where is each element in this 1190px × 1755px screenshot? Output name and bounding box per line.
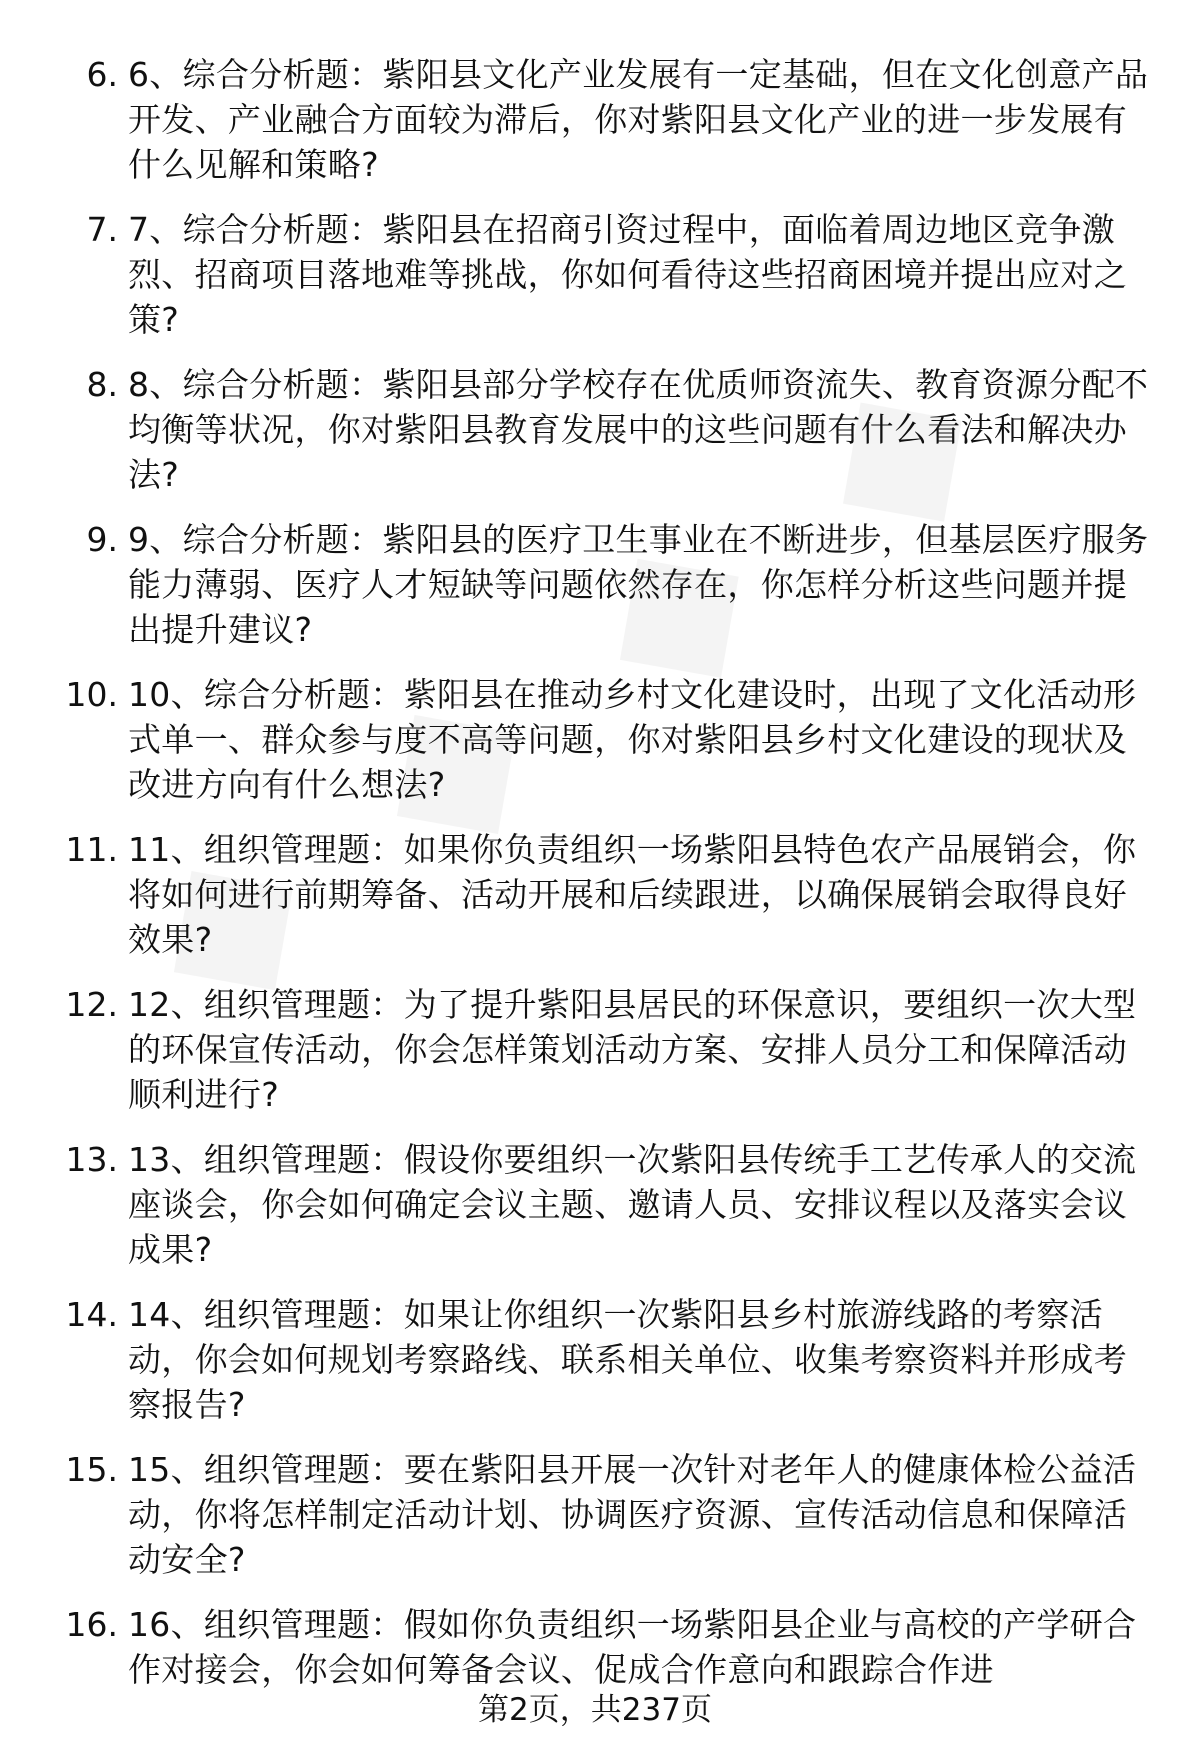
question-number: 10.	[65, 675, 118, 714]
question-text: 8、综合分析题：紫阳县部分学校存在优质师资流失、教育资源分配不均衡等状况，你对紫阳县教育发展中的这些问题有什么看法和解决办法?	[128, 365, 1149, 494]
question-item-14	[0, 1292, 1190, 1427]
question-list	[0, 52, 1190, 1712]
question-item-8	[0, 362, 1190, 497]
question-text: 12、组织管理题：为了提升紫阳县居民的环保意识，要组织一次大型的环保宣传活动，你会怎样策划活动方案、安排人员分工和保障活动顺利进行?	[128, 985, 1137, 1114]
question-text: 14、组织管理题：如果让你组织一次紫阳县乡村旅游线路的考察活动，你会如何规划考察路线、联系相关单位、收集考察资料并形成考察报告?	[128, 1295, 1127, 1424]
question-item-16	[0, 1602, 1190, 1692]
question-number: 7.	[86, 210, 118, 249]
question-item-6	[0, 52, 1190, 187]
question-item-9	[0, 517, 1190, 652]
question-item-13	[0, 1137, 1190, 1272]
question-item-10	[0, 672, 1190, 807]
question-text: 11、组织管理题：如果你负责组织一场紫阳县特色农产品展销会，你将如何进行前期筹备、活动开展和后续跟进，以确保展销会取得良好效果?	[128, 830, 1137, 959]
question-item-11	[0, 827, 1190, 962]
question-item-12	[0, 982, 1190, 1117]
question-number: 14.	[65, 1295, 118, 1334]
question-item-7	[0, 207, 1190, 342]
question-number: 11.	[65, 830, 118, 869]
question-number: 15.	[65, 1450, 118, 1489]
question-number: 13.	[65, 1140, 118, 1179]
question-text: 9、综合分析题：紫阳县的医疗卫生事业在不断进步，但基层医疗服务能力薄弱、医疗人才短缺等问题依然存在，你怎样分析这些问题并提出提升建议?	[128, 520, 1149, 649]
question-text: 15、组织管理题：要在紫阳县开展一次针对老年人的健康体检公益活动，你将怎样制定活动计划、协调医疗资源、宣传活动信息和保障活动安全?	[128, 1450, 1137, 1579]
question-item-15	[0, 1447, 1190, 1582]
question-text: 10、综合分析题：紫阳县在推动乡村文化建设时，出现了文化活动形式单一、群众参与度不高等问题，你对紫阳县乡村文化建设的现状及改进方向有什么想法?	[128, 675, 1137, 804]
question-text: 7、综合分析题：紫阳县在招商引资过程中，面临着周边地区竞争激烈、招商项目落地难等挑战，你如何看待这些招商困境并提出应对之策?	[128, 210, 1127, 339]
question-number: 16.	[65, 1605, 118, 1644]
question-text: 16、组织管理题：假如你负责组织一场紫阳县企业与高校的产学研合作对接会，你会如何筹备会议、促成合作意向和跟踪合作进	[128, 1605, 1137, 1689]
question-text: 6、综合分析题：紫阳县文化产业发展有一定基础，但在文化创意产品开发、产业融合方面较为滞后，你对紫阳县文化产业的进一步发展有什么见解和策略?	[128, 55, 1149, 184]
question-number: 8.	[86, 365, 118, 404]
question-number: 9.	[86, 520, 118, 559]
page-footer: 第2页，共237页	[478, 1692, 712, 1728]
question-text: 13、组织管理题：假设你要组织一次紫阳县传统手工艺传承人的交流座谈会，你会如何确定会议主题、邀请人员、安排议程以及落实会议成果?	[128, 1140, 1137, 1269]
question-number: 6.	[86, 55, 118, 94]
question-number: 12.	[65, 985, 118, 1024]
